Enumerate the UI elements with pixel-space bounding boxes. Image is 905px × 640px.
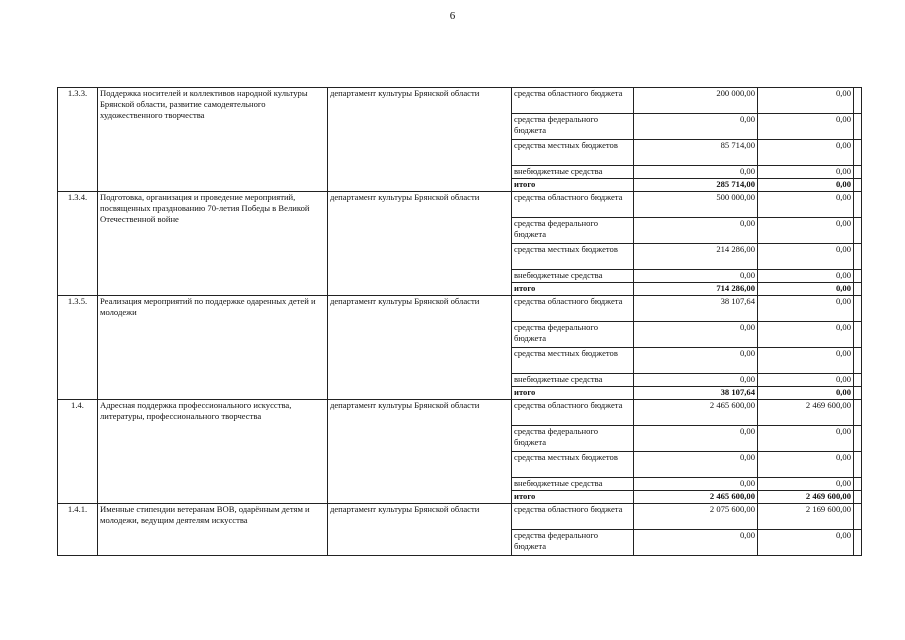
amount-col2: 0,00 [758, 166, 854, 179]
empty-cell [854, 452, 862, 478]
empty-cell [854, 530, 862, 556]
amount-col1: 285 714,00 [634, 179, 758, 192]
source-label: внебюджетные средства [512, 166, 634, 179]
source-label: средства местных бюджетов [512, 348, 634, 374]
amount-col2: 0,00 [758, 296, 854, 322]
item-executor: департамент культуры Брянской области [328, 504, 512, 556]
empty-cell [854, 179, 862, 192]
source-label: средства областного бюджета [512, 504, 634, 530]
item-number: 1.4.1. [58, 504, 98, 556]
source-label: итого [512, 387, 634, 400]
source-label: средства областного бюджета [512, 296, 634, 322]
amount-col2: 0,00 [758, 218, 854, 244]
source-label: внебюджетные средства [512, 478, 634, 491]
empty-cell [854, 296, 862, 322]
budget-table [57, 87, 862, 556]
amount-col1: 2 465 600,00 [634, 491, 758, 504]
amount-col2: 2 469 600,00 [758, 491, 854, 504]
source-label: средства местных бюджетов [512, 140, 634, 166]
empty-cell [854, 504, 862, 530]
table-row [58, 192, 862, 218]
amount-col2: 0,00 [758, 348, 854, 374]
empty-cell [854, 374, 862, 387]
amount-col2: 0,00 [758, 283, 854, 296]
amount-col2: 0,00 [758, 374, 854, 387]
table-row [58, 88, 862, 114]
source-label: средства федерального бюджета [512, 530, 634, 556]
empty-cell [854, 478, 862, 491]
amount-col1: 0,00 [634, 374, 758, 387]
empty-cell [854, 218, 862, 244]
amount-col1: 0,00 [634, 322, 758, 348]
item-number: 1.3.4. [58, 192, 98, 296]
amount-col2: 0,00 [758, 88, 854, 114]
source-label: средства федерального бюджета [512, 218, 634, 244]
empty-cell [854, 322, 862, 348]
amount-col1: 0,00 [634, 426, 758, 452]
source-label: средства федерального бюджета [512, 114, 634, 140]
source-label: средства областного бюджета [512, 192, 634, 218]
empty-cell [854, 426, 862, 452]
amount-col2: 2 169 600,00 [758, 504, 854, 530]
empty-cell [854, 400, 862, 426]
empty-cell [854, 283, 862, 296]
item-executor: департамент культуры Брянской области [328, 192, 512, 296]
item-executor: департамент культуры Брянской области [328, 296, 512, 400]
table-row [58, 504, 862, 530]
amount-col1: 0,00 [634, 166, 758, 179]
item-name: Реализация мероприятий по поддержке одаренных детей и молодежи [98, 296, 328, 400]
source-label: средства областного бюджета [512, 400, 634, 426]
empty-cell [854, 88, 862, 114]
empty-cell [854, 166, 862, 179]
amount-col1: 2 465 600,00 [634, 400, 758, 426]
source-label: средства областного бюджета [512, 88, 634, 114]
amount-col1: 0,00 [634, 218, 758, 244]
amount-col1: 0,00 [634, 478, 758, 491]
amount-col1: 85 714,00 [634, 140, 758, 166]
amount-col2: 0,00 [758, 192, 854, 218]
amount-col2: 0,00 [758, 426, 854, 452]
source-label: средства федерального бюджета [512, 426, 634, 452]
source-label: внебюджетные средства [512, 374, 634, 387]
empty-cell [854, 491, 862, 504]
amount-col1: 0,00 [634, 270, 758, 283]
amount-col2: 0,00 [758, 270, 854, 283]
amount-col1: 38 107,64 [634, 387, 758, 400]
table-row [58, 400, 862, 426]
source-label: средства федерального бюджета [512, 322, 634, 348]
amount-col2: 0,00 [758, 387, 854, 400]
amount-col1: 500 000,00 [634, 192, 758, 218]
amount-col1: 714 286,00 [634, 283, 758, 296]
item-name: Именные стипендии ветеранам ВОВ, одарённым детям и молодежи, ведущим деятелям искусства [98, 504, 328, 556]
amount-col2: 0,00 [758, 530, 854, 556]
amount-col1: 200 000,00 [634, 88, 758, 114]
amount-col1: 214 286,00 [634, 244, 758, 270]
amount-col1: 0,00 [634, 114, 758, 140]
empty-cell [854, 192, 862, 218]
page-number: 6 [449, 10, 456, 22]
source-label: итого [512, 491, 634, 504]
amount-col1: 2 075 600,00 [634, 504, 758, 530]
empty-cell [854, 114, 862, 140]
item-name: Поддержка носителей и коллективов народной культуры Брянской области, развитие самодеятельного художественного творчества [98, 88, 328, 192]
amount-col2: 0,00 [758, 244, 854, 270]
amount-col2: 2 469 600,00 [758, 400, 854, 426]
amount-col2: 0,00 [758, 452, 854, 478]
amount-col2: 0,00 [758, 140, 854, 166]
empty-cell [854, 140, 862, 166]
amount-col2: 0,00 [758, 114, 854, 140]
amount-col1: 0,00 [634, 452, 758, 478]
empty-cell [854, 387, 862, 400]
item-name: Адресная поддержка профессионального искусства, литературы, профессионального творчества [98, 400, 328, 504]
source-label: средства местных бюджетов [512, 244, 634, 270]
source-label: итого [512, 179, 634, 192]
amount-col2: 0,00 [758, 179, 854, 192]
source-label: средства местных бюджетов [512, 452, 634, 478]
item-name: Подготовка, организация и проведение мероприятий, посвященных празднованию 70-летия Победы в Великой Отечественной войне [98, 192, 328, 296]
empty-cell [854, 270, 862, 283]
item-executor: департамент культуры Брянской области [328, 88, 512, 192]
item-number: 1.3.5. [58, 296, 98, 400]
amount-col2: 0,00 [758, 322, 854, 348]
amount-col1: 0,00 [634, 348, 758, 374]
empty-cell [854, 348, 862, 374]
amount-col1: 0,00 [634, 530, 758, 556]
source-label: итого [512, 283, 634, 296]
table-row [58, 296, 862, 322]
amount-col2: 0,00 [758, 478, 854, 491]
item-number: 1.4. [58, 400, 98, 504]
amount-col1: 38 107,64 [634, 296, 758, 322]
empty-cell [854, 244, 862, 270]
source-label: внебюджетные средства [512, 270, 634, 283]
item-executor: департамент культуры Брянской области [328, 400, 512, 504]
item-number: 1.3.3. [58, 88, 98, 192]
